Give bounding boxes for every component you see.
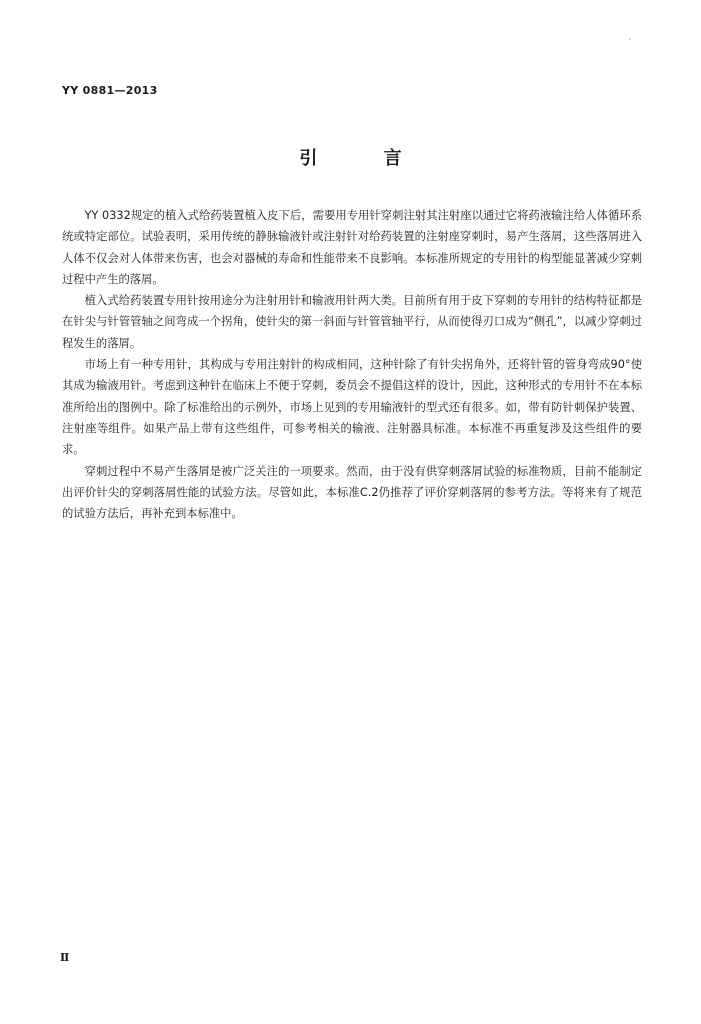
paragraph-4: 穿刺过程中不易产生落屑是被广泛关注的一项要求。然而，由于没有供穿刺落屑试验的标准物质，目前不能制定出评价针尖的穿刺落屑性能的试验方法。尽管如此，本标准C.2仍推荐了评价穿刺落屑的参考方法。等将来有了规范的试验方法后，再补充到本标准中。 — [62, 464, 642, 521]
paragraph-2: 植入式给药装置专用针按用途分为注射用针和输液用针两大类。目前所有用于皮下穿刺的专用针的结构特征都是在针尖与针管管轴之间弯成一个拐角，使针尖的第一斜面与针管管轴平行，从而使得刃口成为“侧孔”，以减少穿刺过程发生的落屑。 — [62, 294, 642, 350]
scan-speck — [629, 38, 631, 40]
standard-code: YY 0881—2013 — [62, 84, 158, 97]
page-title: 引 言 — [299, 148, 432, 169]
introduction-body — [62, 205, 642, 524]
paragraph-1: YY 0332规定的植入式给药装置植入皮下后，需要用专用针穿刺注射其注射座以通过它将药液输注给人体循环系统或特定部位。试验表明，采用传统的静脉输液针或注射针对给药装置的注射座穿刺时，易产生落屑，这些落屑进入人体不仅会对人体带来伤害，也会对器械的寿命和性能带来不良影响。本标准所规定的专用针的构型能显著减少穿刺过程中产生的落屑。 — [62, 209, 642, 286]
page-number: Ⅱ — [60, 951, 70, 964]
paragraph-3: 市场上有一种专用针，其构成与专用注射针的构成相同，这种针除了有针尖拐角外，还将针管的管身弯成90°使其成为输液用针。考虑到这种针在临床上不便于穿刺，委员会不提倡这样的设计，因此，这种形式的专用针不在本标准所给出的图例中。除了标准给出的示例外，市场上见到的专用输液针的型式还有很多。如，带有防针刺保护装置、注射座等组件。如果产品上带有这些组件，可参考相关的输液、注射器具标准。本标准不再重复涉及这些组件的要求。 — [62, 358, 642, 457]
